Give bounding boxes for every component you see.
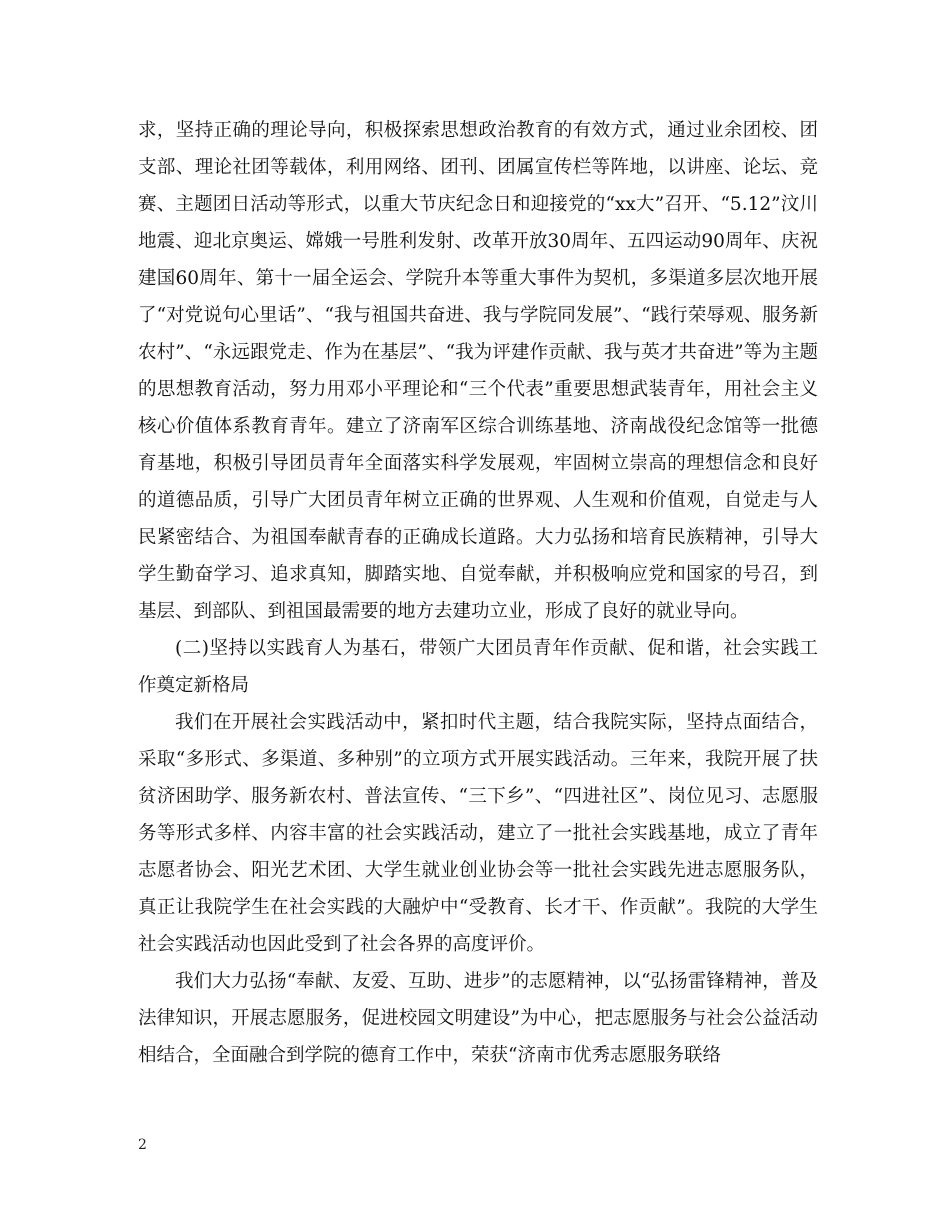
body-text xyxy=(138,112,818,1074)
paragraph-social-practice: 我们在开展社会实践活动中，紧扣时代主题，结合我院实际，坚持点面结合，采取“多形式、多渠道、多种别”的立项方式开展实践活动。三年来，我院开展了扶贫济困助学、服务新农村、普法宣传、“三下乡”、“四进社区”、岗位见习、志愿服务等形式多样、内容丰富的社会实践活动，建立了一批社会实践基地，成立了青年志愿者协会、阳光艺术团、大学生就业创业协会等一批社会实践先进志愿服务队，真正让我院学生在社会实践的大融炉中“受教育、长才干、作贡献”。我院的大学生社会实践活动也因此受到了社会各界的高度评价。 xyxy=(138,712,818,955)
section-heading: (二)坚持以实践育人为基石，带领广大团员青年作贡献、促和谐，社会实践工作奠定新格局 xyxy=(138,638,818,696)
paragraph-continuation: 求，坚持正确的理论导向，积极探索思想政治教育的有效方式，通过业余团校、团支部、理论社团等载体，利用网络、团刊、团属宣传栏等阵地，以讲座、论坛、竞赛、主题团日活动等形式，以重大节庆纪念日和迎接党的“xx大”召开、“5.12”汶川地震、迎北京奥运、嫦娥一号胜利发射、改革开放30周年、五四运动90周年、庆祝建国60周年、第十一届全运会、学院升本等重大事件为契机，多渠道多层次地开展了“对党说句心里话”、“我与祖国共奋进、我与学院同发展”、“践行荣辱观、服务新农村”、“永远跟党走、作为在基层”、“我为评建作贡献、我与英才共奋进”等为主题的思想教育活动，努力用邓小平理论和“三个代表”重要思想武装青年，用社会主义核心价值体系教育青年。建立了济南军区综合训练基地、济南战役纪念馆等一批德育基地，积极引导团员青年全面落实科学发展观，牢固树立崇高的理想信念和良好的道德品质，引导广大团员青年树立正确的世界观、人生观和价值观，自觉走与人民紧密结合、为祖国奉献青春的正确成长道路。大力弘扬和培育民族精神，引导大学生勤奋学习、追求真知，脚踏实地、自觉奉献，并积极响应党和国家的号召，到基层、到部队、到祖国最需要的地方去建功立业，形成了良好的就业导向。 xyxy=(138,120,818,622)
paragraph-volunteer-spirit: 我们大力弘扬“奉献、友爱、互助、进步”的志愿精神，以“弘扬雷锋精神，普及法律知识，开展志愿服务，促进校园文明建设”为中心，把志愿服务与社会公益活动相结合，全面融合到学院的德育工作中，荣获“济南市优秀志愿服务联络 xyxy=(138,971,818,1066)
page-number: 2 xyxy=(138,1137,147,1153)
